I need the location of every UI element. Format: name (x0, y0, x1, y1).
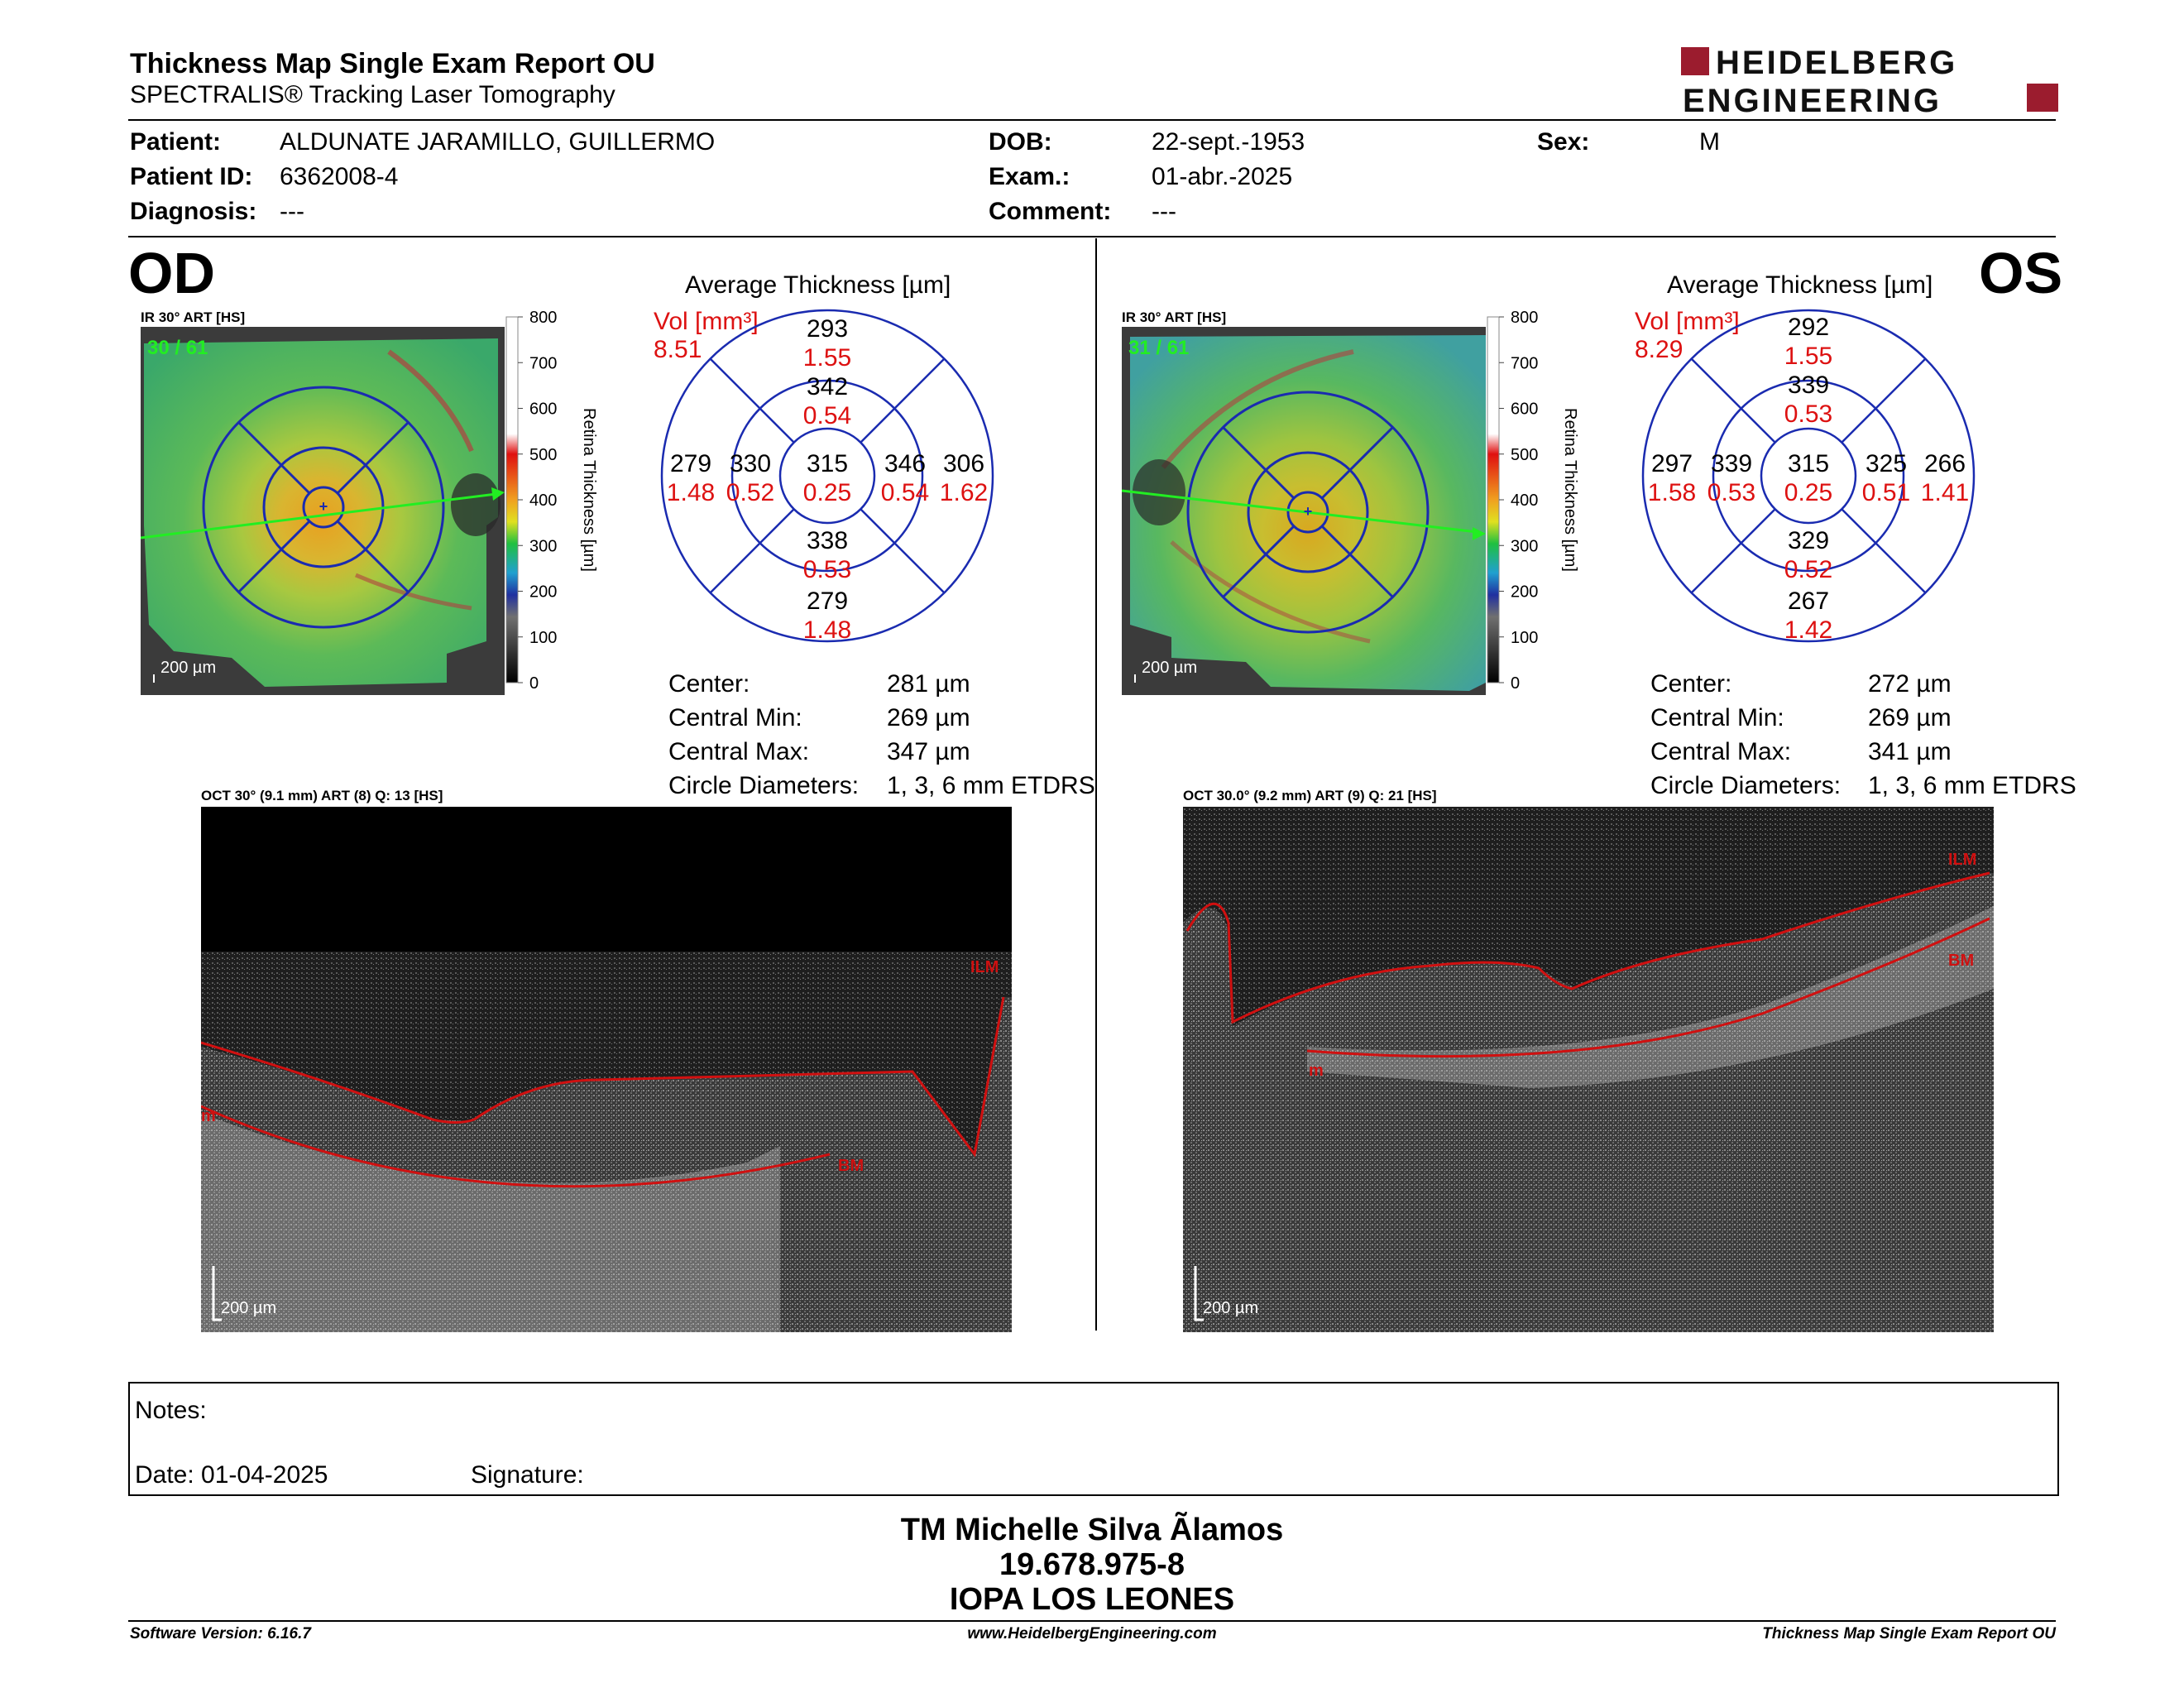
footer-report-name: Thickness Map Single Exam Report OU (1762, 1625, 2056, 1642)
od-colorbar-scale (506, 317, 518, 683)
od-m-label: m (201, 1107, 216, 1125)
od-frame-counter: 30 / 61 (147, 337, 208, 359)
os-superior-inner-vol: 0.53 (1784, 400, 1833, 428)
eye-separator (1095, 238, 1097, 1331)
od-temporal-inner: 330 (729, 450, 772, 477)
os-colorbar-tick-label: 400 (1511, 492, 1539, 510)
os-colorbar-tick-label: 0 (1511, 674, 1521, 693)
patient-divider (128, 236, 2056, 237)
os-ilm-label: ILM (1948, 851, 1977, 869)
os-inferior-outer: 267 (1787, 587, 1830, 615)
comment-value: --- (1152, 198, 1176, 225)
os-nasal-inner-vol: 0.51 (1861, 479, 1911, 506)
os-center-vol: 0.25 (1784, 479, 1833, 506)
od-colorbar-title: Retina Thickness [µm] (580, 408, 598, 572)
patient-label: Patient: (130, 128, 222, 156)
od-scale-label: 200 µm (160, 659, 217, 677)
od-colorbar-tick-label: 700 (529, 354, 558, 373)
od-min-value: 269 µm (887, 704, 970, 731)
od-colorbar-tick-label: 600 (529, 400, 558, 419)
od-vol-total: 8.51 (654, 336, 702, 363)
os-oct-scale-label: 200 µm (1203, 1299, 1259, 1317)
os-center-label: Center: (1650, 670, 1732, 698)
os-etdrs-spoke (1692, 359, 1775, 443)
exam-label: Exam.: (989, 163, 1070, 190)
od-center: 315 (806, 450, 849, 477)
od-nasal-outer: 306 (942, 450, 985, 477)
od-etdrs-spoke (711, 359, 794, 443)
sex-value: M (1699, 128, 1720, 156)
logo-text-2: ENGINEERING (1683, 83, 1942, 115)
od-superior-inner: 342 (806, 373, 849, 400)
software-version: Software Version: 6.16.7 (130, 1625, 311, 1642)
sex-label: Sex: (1537, 128, 1590, 156)
od-diam-value: 1, 3, 6 mm ETDRS (887, 772, 1095, 799)
website-link[interactable]: www.HeidelbergEngineering.com (967, 1625, 1217, 1642)
od-center-value: 281 µm (887, 670, 970, 698)
os-center-cross: + (1303, 503, 1313, 520)
logo-square-top (1681, 47, 1709, 75)
od-ilm-label: ILM (970, 958, 999, 976)
os-eye-label: OS (1979, 241, 2063, 305)
notes-box[interactable] (128, 1382, 2059, 1496)
od-bm-label: BM (838, 1157, 864, 1175)
od-vol-label: Vol [mm³] (654, 308, 759, 335)
os-max-label: Central Max: (1650, 738, 1792, 765)
od-oct-caption: OCT 30° (9.1 mm) ART (8) Q: 13 [HS] (201, 788, 443, 803)
os-temporal-inner: 339 (1710, 450, 1753, 477)
os-superior-outer-vol: 1.55 (1784, 343, 1833, 370)
os-colorbar-tick-label: 700 (1511, 354, 1539, 373)
os-m-label: m (1309, 1062, 1324, 1080)
od-max-value: 347 µm (887, 738, 970, 765)
od-optic-disc (451, 473, 500, 536)
od-colorbar-tick-label: 400 (529, 492, 558, 510)
os-colorbar-scale (1487, 317, 1499, 683)
os-colorbar-tick-label: 300 (1511, 537, 1539, 556)
od-colorbar (505, 310, 620, 699)
od-colorbar-tick-label: 500 (529, 445, 558, 464)
header-divider (128, 119, 2056, 121)
report-subtitle: SPECTRALIS® Tracking Laser Tomography (130, 81, 615, 108)
patient-value: ALDUNATE JARAMILLO, GUILLERMO (280, 128, 716, 156)
os-nasal-outer: 266 (1923, 450, 1966, 477)
diagnosis-label: Diagnosis: (130, 198, 257, 225)
od-temporal-inner-vol: 0.52 (726, 479, 775, 506)
od-inferior-inner: 338 (806, 527, 849, 554)
os-min-label: Central Min: (1650, 704, 1784, 731)
od-etdrs-grid (658, 306, 997, 645)
os-oct-caption: OCT 30.0° (9.2 mm) ART (9) Q: 21 [HS] (1183, 788, 1437, 803)
os-nasal-inner: 325 (1865, 450, 1908, 477)
od-superior-outer-vol: 1.55 (802, 344, 852, 372)
os-vol-total: 8.29 (1635, 336, 1684, 363)
os-inferior-outer-vol: 1.42 (1784, 616, 1833, 644)
os-vol-label: Vol [mm³] (1635, 308, 1740, 335)
heidelberg-logo (1681, 46, 2062, 115)
od-colorbar-tick-label: 300 (529, 537, 558, 556)
os-ir-caption: IR 30° ART [HS] (1122, 309, 1227, 325)
notes-label: Notes: (135, 1397, 207, 1424)
os-etdrs-spoke (1842, 509, 1925, 592)
logo-text-1: HEIDELBERG (1716, 46, 1958, 81)
os-colorbar-tick-label: 100 (1511, 628, 1539, 647)
od-avg-title: Average Thickness [µm] (685, 271, 951, 299)
footer-divider (128, 1620, 2056, 1622)
od-superior-outer: 293 (806, 315, 849, 343)
signoff-rut: 19.678.975-8 (999, 1547, 1185, 1582)
od-etdrs-spoke (860, 359, 944, 443)
os-temporal-inner-vol: 0.53 (1707, 479, 1756, 506)
signoff-institution: IOPA LOS LEONES (949, 1582, 1235, 1617)
od-colorbar-tick-label: 100 (529, 628, 558, 647)
os-colorbar-tick-label: 500 (1511, 445, 1539, 464)
os-etdrs-grid (1639, 306, 1978, 645)
os-scale-label: 200 µm (1142, 659, 1198, 677)
od-ir-caption: IR 30° ART [HS] (141, 309, 246, 325)
report-title: Thickness Map Single Exam Report OU (130, 48, 655, 79)
patient-id-value: 6362008-4 (280, 163, 399, 190)
patient-id-label: Patient ID: (130, 163, 253, 190)
od-center-vol: 0.25 (802, 479, 852, 506)
od-colorbar-tick-label: 200 (529, 583, 558, 602)
os-max-value: 341 µm (1868, 738, 1952, 765)
logo-square-bottom (2027, 84, 2058, 112)
os-colorbar-tick-label: 200 (1511, 583, 1539, 602)
od-inferior-outer-vol: 1.48 (802, 616, 852, 644)
os-etdrs-spoke (1842, 359, 1925, 443)
od-nasal-outer-vol: 1.62 (939, 479, 989, 506)
os-frame-counter: 31 / 61 (1128, 337, 1190, 359)
os-oct-bscan (1183, 807, 1994, 1332)
os-colorbar-tick-label: 600 (1511, 400, 1539, 419)
od-oct-bscan (201, 807, 1012, 1332)
od-fundus-thickness-map (141, 327, 505, 695)
os-temporal-outer-vol: 1.58 (1647, 479, 1697, 506)
os-diam-value: 1, 3, 6 mm ETDRS (1868, 772, 2076, 799)
os-avg-title: Average Thickness [µm] (1667, 271, 1933, 299)
os-center: 315 (1787, 450, 1830, 477)
od-temporal-outer: 279 (669, 450, 712, 477)
signature-label: Signature: (471, 1461, 584, 1489)
os-colorbar-title: Retina Thickness [µm] (1561, 408, 1579, 572)
od-etdrs-spoke (711, 509, 794, 592)
os-inferior-inner: 329 (1787, 527, 1830, 554)
od-diam-label: Circle Diameters: (668, 772, 860, 799)
od-min-label: Central Min: (668, 704, 802, 731)
os-center-value: 272 µm (1868, 670, 1952, 698)
comment-label: Comment: (989, 198, 1112, 225)
od-colorbar-tick-label: 0 (529, 674, 539, 693)
os-etdrs-spoke (1692, 509, 1775, 592)
dob-label: DOB: (989, 128, 1052, 156)
od-nasal-inner: 346 (884, 450, 927, 477)
os-min-value: 269 µm (1868, 704, 1952, 731)
os-superior-inner: 339 (1787, 372, 1830, 399)
od-center-label: Center: (668, 670, 750, 698)
exam-value: 01-abr.-2025 (1152, 163, 1293, 190)
od-oct-scale-label: 200 µm (221, 1299, 277, 1317)
od-center-cross: + (318, 498, 328, 515)
os-diam-label: Circle Diameters: (1650, 772, 1842, 799)
od-temporal-outer-vol: 1.48 (666, 479, 716, 506)
od-superior-inner-vol: 0.54 (802, 402, 852, 429)
date-label: Date: 01-04-2025 (135, 1461, 328, 1489)
os-colorbar-tick-label: 800 (1511, 310, 1539, 327)
os-colorbar (1486, 310, 1602, 699)
od-nasal-inner-vol: 0.54 (880, 479, 930, 506)
os-fundus-thickness-map (1122, 327, 1486, 695)
od-inferior-outer: 279 (806, 587, 849, 615)
dob-value: 22-sept.-1953 (1152, 128, 1305, 156)
od-colorbar-ticks (518, 310, 557, 693)
os-colorbar-ticks (1499, 310, 1538, 693)
os-nasal-outer-vol: 1.41 (1920, 479, 1970, 506)
diagnosis-value: --- (280, 198, 304, 225)
signoff-name: TM Michelle Silva Ãlamos (900, 1513, 1284, 1547)
os-inferior-inner-vol: 0.52 (1784, 556, 1833, 583)
os-superior-outer: 292 (1787, 314, 1830, 341)
od-max-label: Central Max: (668, 738, 810, 765)
os-temporal-outer: 297 (1650, 450, 1693, 477)
od-etdrs-spoke (860, 509, 944, 592)
os-bm-label: BM (1948, 952, 1975, 970)
od-eye-label: OD (128, 241, 215, 305)
od-colorbar-tick-label: 800 (529, 310, 558, 327)
od-inferior-inner-vol: 0.53 (802, 556, 852, 583)
